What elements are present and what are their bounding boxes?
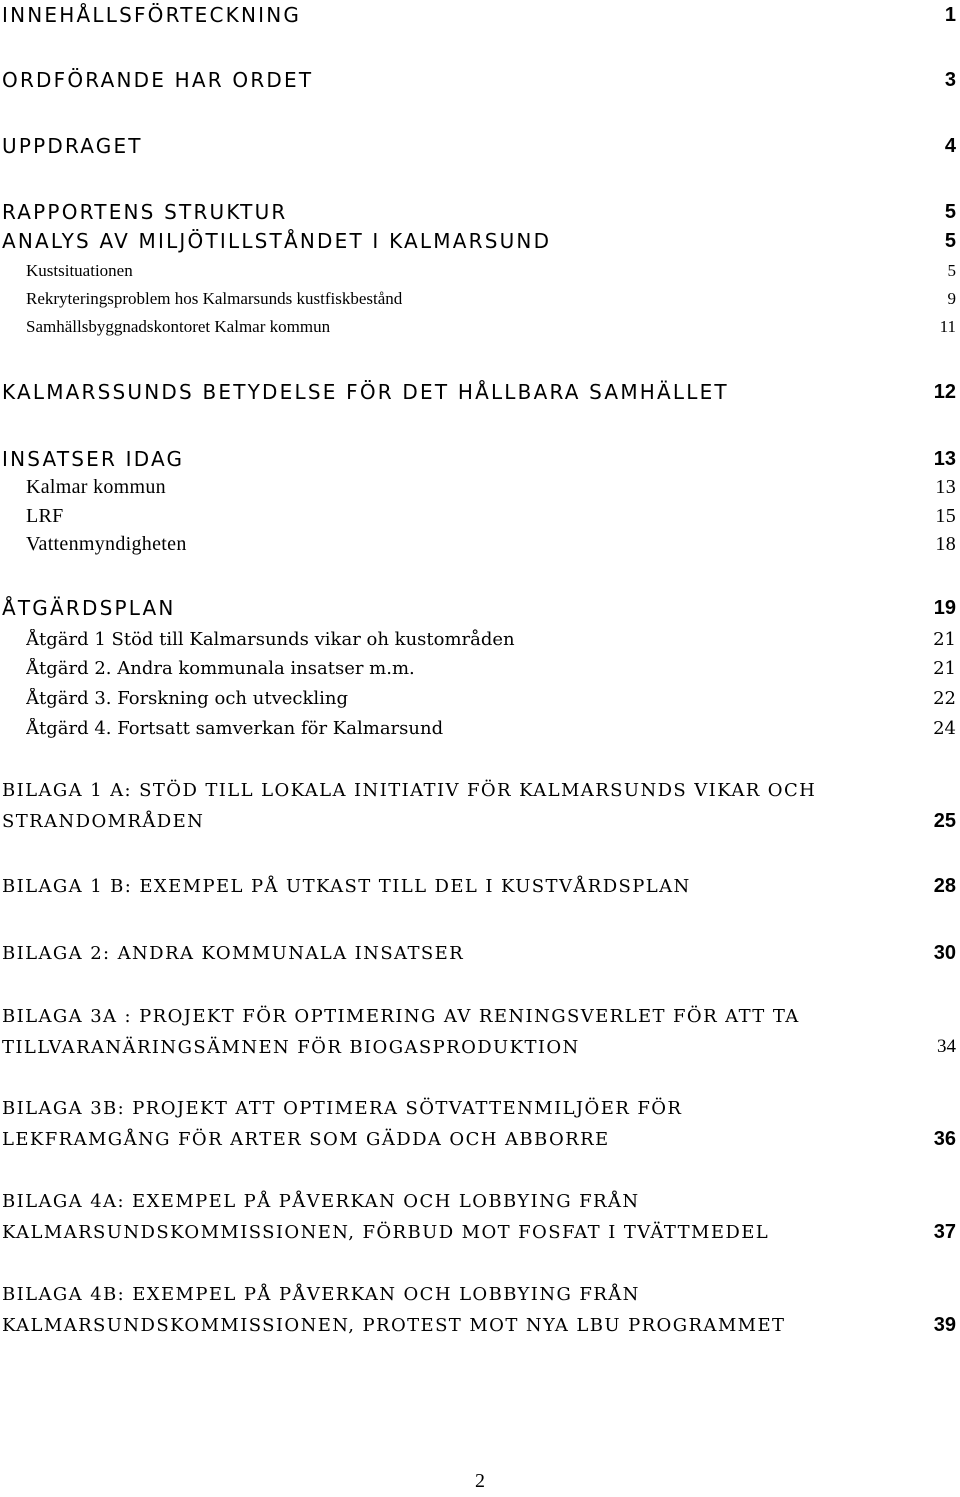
toc-subentry-title: Samhällsbyggnadskontoret Kalmar kommun [26,317,331,336]
toc-appendix-page: 28 [933,874,956,897]
toc-subentry-title: LRF [26,504,64,527]
toc-subentry-page: 18 [935,532,956,555]
toc-subentry-page: 15 [935,504,956,527]
toc-entry-title: UPPDRAGET [2,134,143,158]
toc-subentry[interactable] [26,501,956,531]
toc-subentry[interactable] [26,713,956,743]
toc-entry[interactable] [2,593,956,623]
toc-entry-title: INSATSER IDAG [2,447,185,471]
toc-appendix[interactable] [2,1094,956,1154]
toc-appendix-line1: BILAGA 4A: EXEMPEL PÅ PÅVERKAN OCH LOBBYING FRÅN [2,1191,640,1212]
toc-subentry[interactable] [26,624,956,654]
toc-subentry-title: Åtgärd 3. Forskning och utveckling [26,687,349,709]
toc-appendix[interactable] [2,776,956,836]
toc-heading-row [2,0,956,30]
toc-entry[interactable] [2,197,956,227]
toc-subentry[interactable] [26,472,956,502]
page-number: 2 [475,1470,485,1492]
toc-subentry[interactable] [26,683,956,713]
toc-subentry-page: 24 [933,717,956,739]
toc-appendix-page: 37 [933,1220,956,1243]
toc-entry-title: KALMARSSUNDS BETYDELSE FÖR DET HÅLLBARA SAMHÄLLET [2,380,729,404]
toc-subentry-page: 5 [947,261,956,280]
toc-entry-page: 13 [933,447,956,470]
toc-subentry[interactable] [26,529,956,559]
toc-appendix-line1: BILAGA 3B: PROJEKT ATT OPTIMERA SÖTVATTENMILJÖER FÖR [2,1098,683,1119]
toc-appendix-page: 34 [937,1036,956,1057]
toc-appendix-page: 25 [933,809,956,832]
toc-entry[interactable] [2,65,956,95]
toc-subentry-title: Åtgärd 4. Fortsatt samverkan för Kalmarsund [26,717,444,739]
toc-subentry-page: 11 [939,317,956,336]
toc-entry[interactable] [2,377,956,407]
toc-appendix-line2: KALMARSUNDSKOMMISSIONEN, FÖRBUD MOT FOSFAT I TVÄTTMEDEL [2,1221,770,1243]
toc-subentry-title: Kustsituationen [26,261,133,280]
toc-subentry-title: Åtgärd 2. Andra kommunala insatser m.m. [26,657,415,679]
toc-entry-page: 3 [944,68,956,91]
toc-entry[interactable] [2,131,956,161]
toc-subentry-title: Åtgärd 1 Stöd till Kalmarsunds vikar oh kustområden [26,628,515,650]
toc-appendix[interactable] [2,1280,956,1340]
toc-appendix-page: 36 [933,1127,956,1150]
toc-appendix-line1: BILAGA 2: ANDRA KOMMUNALA INSATSER [2,942,465,964]
toc-entry-title: ÅTGÄRDSPLAN [2,596,176,620]
toc-subentry-title: Vattenmyndigheten [26,532,187,555]
toc-appendix-line2: TILLVARANÄRINGSÄMNEN FÖR BIOGASPRODUKTION [2,1036,580,1058]
toc-appendix-line1: BILAGA 1 A: STÖD TILL LOKALA INITIATIV FÖR KALMARSUNDS VIKAR OCH [2,780,817,801]
toc-appendix-line2: STRANDOMRÅDEN [2,810,205,832]
toc-heading-page: 1 [944,3,956,26]
toc-entry[interactable] [2,226,956,256]
toc-appendix-line2: LEKFRAMGÅNG FÖR ARTER SOM GÄDDA OCH ABBORRE [2,1128,610,1150]
toc-subentry-title: Kalmar kommun [26,475,166,498]
toc-entry-page: 5 [944,200,956,223]
toc-subentry-page: 13 [935,475,956,498]
toc-subentry-page: 9 [947,289,956,308]
toc-entry[interactable] [2,444,956,474]
toc-entry-title: ORDFÖRANDE HAR ORDET [2,68,314,92]
toc-subentry-title: Rekryteringsproblem hos Kalmarsunds kustfiskbestånd [26,289,403,308]
toc-appendix-line2: KALMARSUNDSKOMMISSIONEN, PROTEST MOT NYA LBU PROGRAMMET [2,1314,786,1336]
toc-heading: INNEHÅLLSFÖRTECKNING [2,3,302,27]
toc-entry-page: 5 [944,229,956,252]
toc-appendix[interactable] [2,938,956,968]
toc-appendix-line1: BILAGA 4B: EXEMPEL PÅ PÅVERKAN OCH LOBBYING FRÅN [2,1284,640,1305]
toc-entry-page: 4 [944,134,956,157]
toc-appendix[interactable] [2,871,956,901]
toc-subentry[interactable] [26,653,956,683]
toc-subentry[interactable] [26,312,956,342]
toc-subentry-page: 21 [933,657,956,679]
toc-entry-title: RAPPORTENS STRUKTUR [2,200,288,224]
toc-entry-page: 12 [933,380,956,403]
toc-appendix-page: 39 [933,1313,956,1336]
toc-appendix-line1: BILAGA 1 B: EXEMPEL PÅ UTKAST TILL DEL I KUSTVÅRDSPLAN [2,875,691,897]
toc-subentry[interactable] [26,256,956,286]
toc-appendix[interactable] [2,1187,956,1247]
toc-subentry[interactable] [26,284,956,314]
toc-appendix-page: 30 [933,941,956,964]
toc-entry-page: 19 [933,596,956,619]
toc-entry-title: ANALYS AV MILJÖTILLSTÅNDET I KALMARSUND [2,229,552,253]
toc-subentry-page: 22 [933,687,956,709]
toc-subentry-page: 21 [933,628,956,650]
toc-appendix[interactable] [2,1002,956,1062]
toc-appendix-line1: BILAGA 3A : PROJEKT FÖR OPTIMERING AV RENINGSVERLET FÖR ATT TA [2,1006,800,1027]
